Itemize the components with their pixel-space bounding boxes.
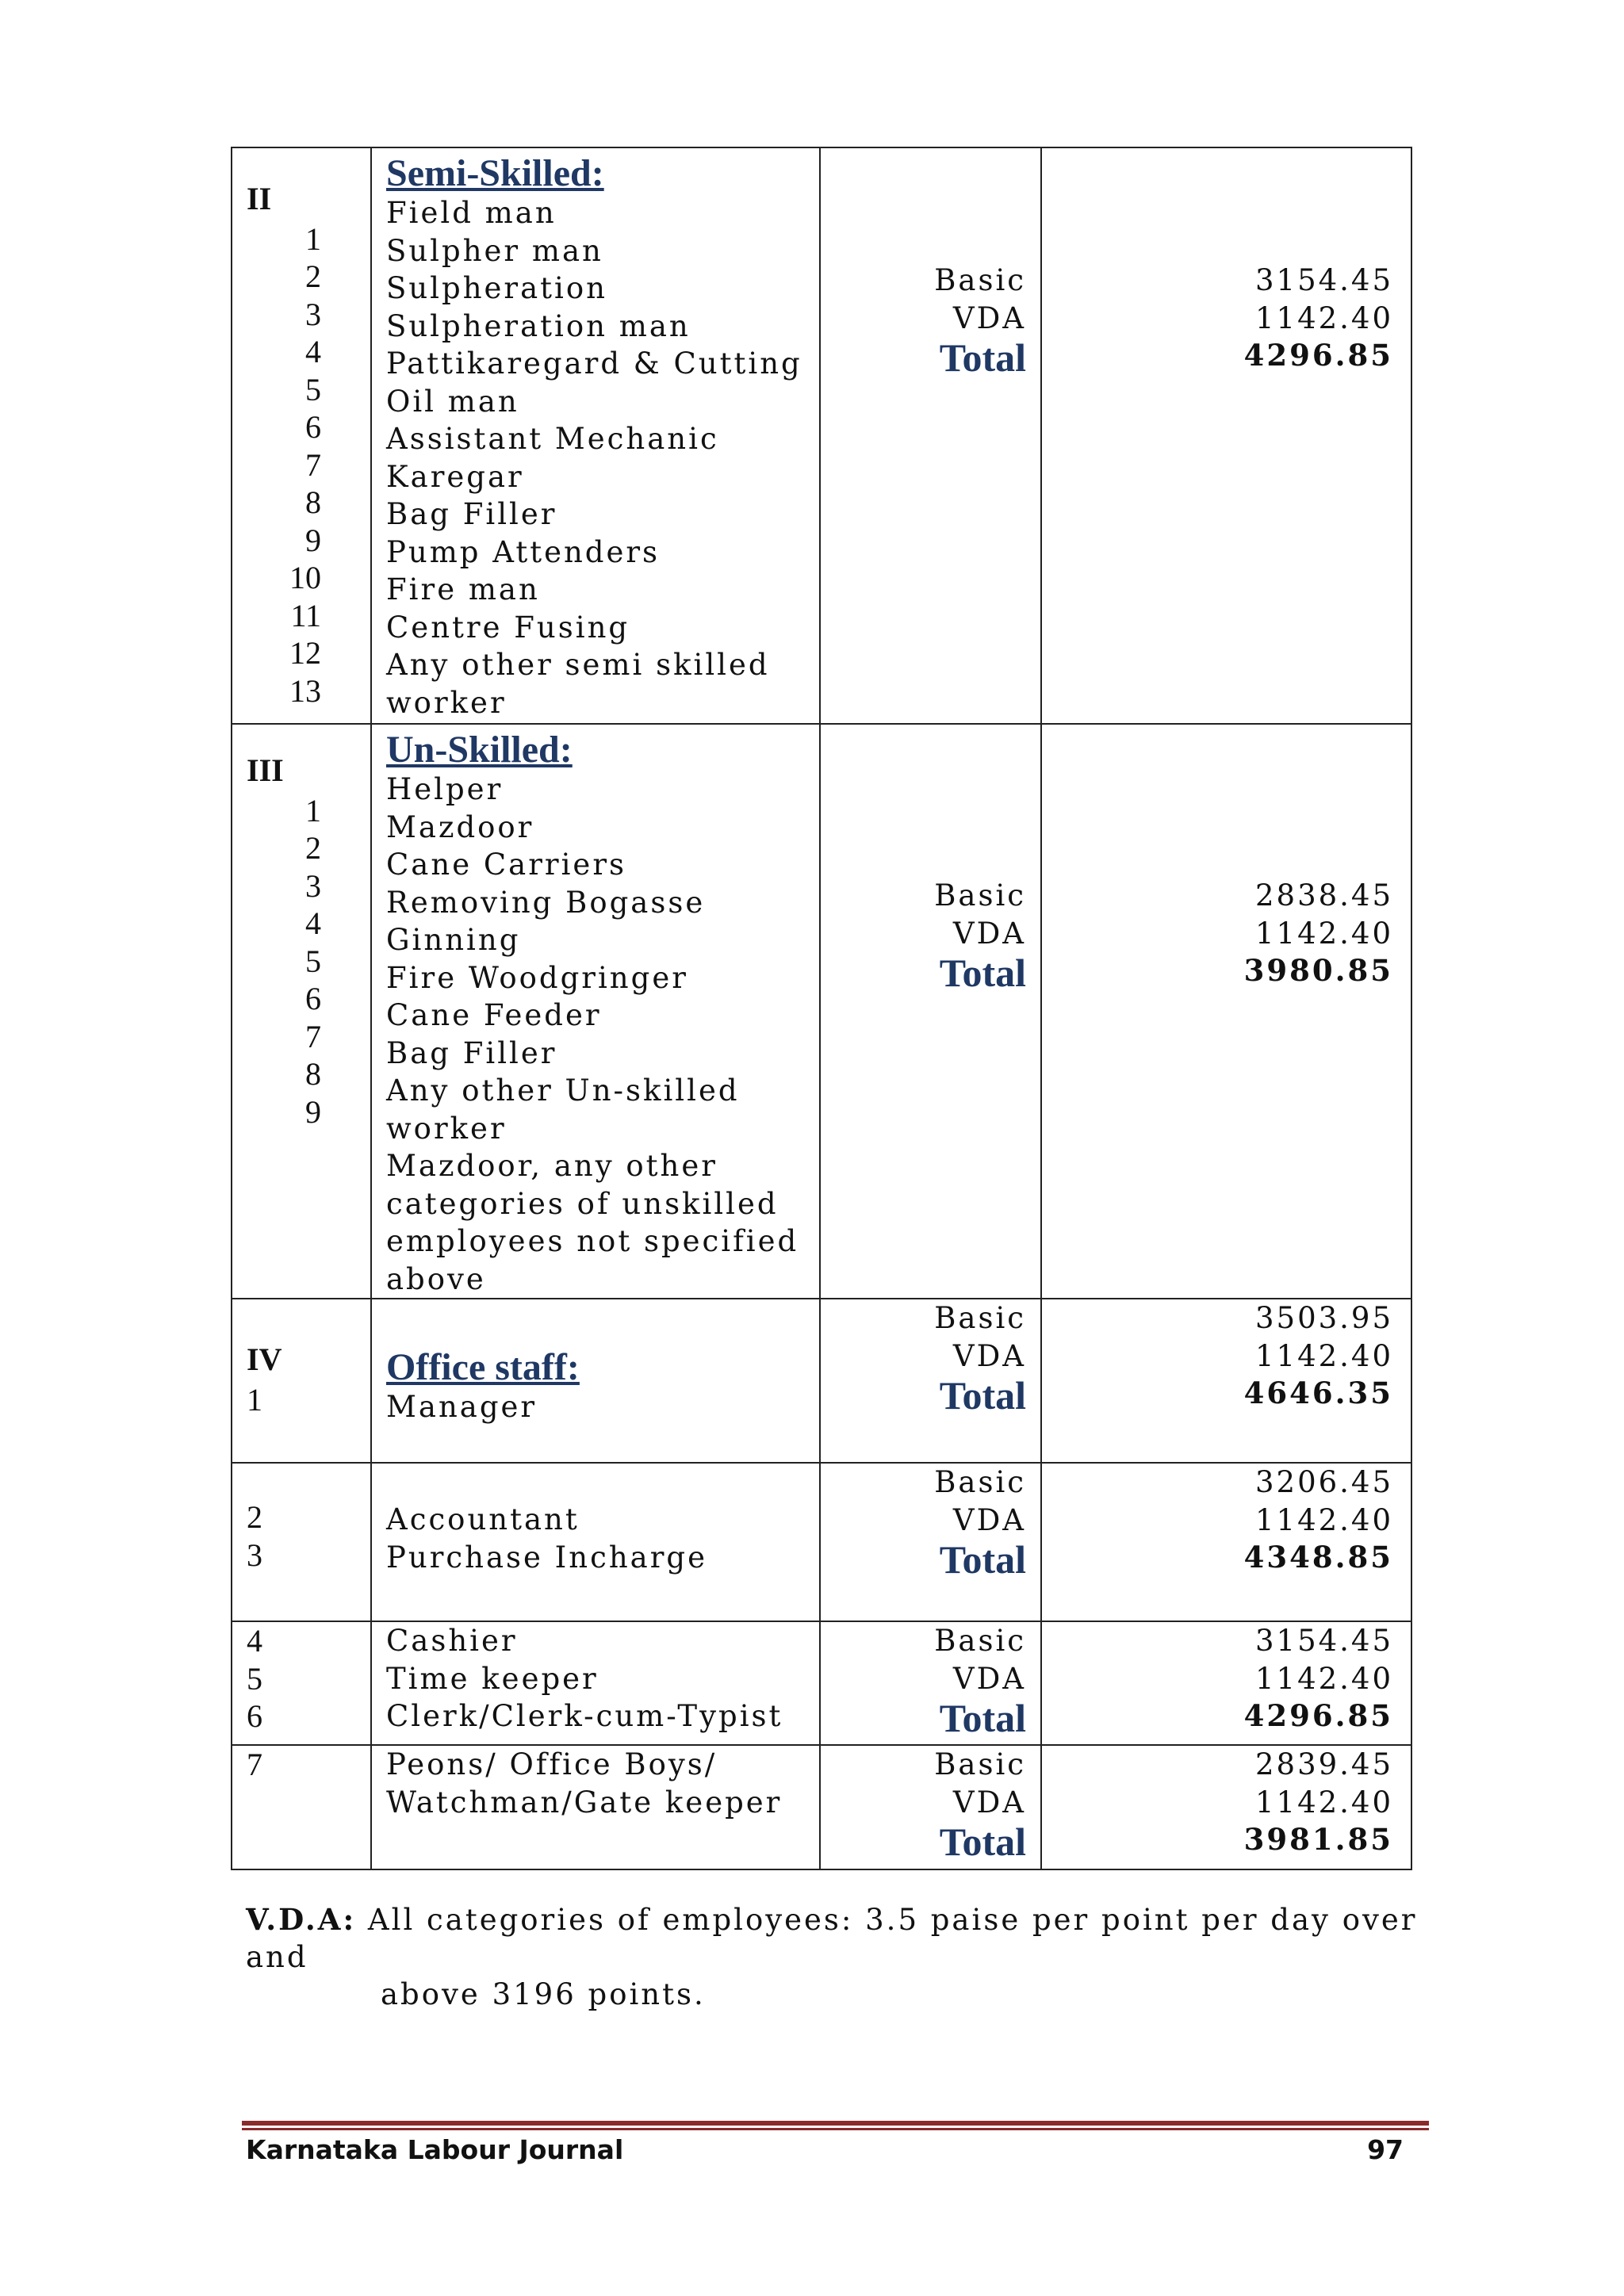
item-number: 6 xyxy=(305,409,321,445)
basic-label: Basic xyxy=(934,1301,1026,1335)
item-number: 13 xyxy=(289,672,321,709)
list-item: Clerk/Clerk-cum-Typist xyxy=(386,1699,783,1733)
list-item: worker xyxy=(386,685,507,720)
list-item: Ginning xyxy=(386,923,521,957)
item-number: 7 xyxy=(305,446,321,483)
section-numeral: III xyxy=(247,752,284,788)
list-item: Removing Bogasse xyxy=(386,885,706,920)
list-item: Any other Un-skilled xyxy=(386,1073,740,1108)
pay-value-cell xyxy=(1041,1299,1411,1463)
wage-table xyxy=(231,147,1412,1870)
vda-label: VDA xyxy=(952,1661,1026,1696)
list-item: above xyxy=(386,1261,486,1296)
vda-note-label: V.D.A: xyxy=(246,1902,357,1937)
pay-label-cell xyxy=(820,1621,1041,1745)
list-item: Sulpher man xyxy=(386,233,603,268)
total-label: Total xyxy=(939,951,1026,995)
list-item: Any other semi skilled xyxy=(386,648,770,682)
list-item: Helper xyxy=(386,772,504,806)
list-item: Cashier xyxy=(386,1624,518,1658)
list-item: Fire Woodgringer xyxy=(386,960,688,995)
basic-value: 3154.45 xyxy=(1254,263,1393,297)
list-item: Peons/ Office Boys/ xyxy=(386,1747,718,1781)
footer-rule-thin xyxy=(242,2128,1429,2130)
item-number: 2 xyxy=(305,258,321,294)
item-number: 8 xyxy=(305,1056,321,1092)
list-item: Purchase Incharge xyxy=(386,1540,707,1575)
vda-value: 1142.40 xyxy=(1254,1785,1393,1820)
table-row-cashier xyxy=(232,1621,1411,1745)
item-number: 6 xyxy=(305,981,321,1016)
basic-label: Basic xyxy=(934,263,1026,297)
total-label: Total xyxy=(939,335,1026,380)
pay-label-cell xyxy=(820,147,1041,724)
vda-label: VDA xyxy=(952,300,1026,335)
pay-value-cell xyxy=(1041,1463,1411,1621)
pay-value-cell xyxy=(1041,1621,1411,1745)
basic-label: Basic xyxy=(934,1747,1026,1781)
serial-cell xyxy=(232,147,371,724)
total-label: Total xyxy=(939,1820,1026,1864)
basic-label: Basic xyxy=(934,1624,1026,1658)
total-value: 4348.85 xyxy=(1243,1540,1393,1575)
footer-rule xyxy=(242,2121,1429,2126)
vda-value: 1142.40 xyxy=(1254,1338,1393,1373)
vda-note xyxy=(246,1901,1419,2013)
item-number: 1 xyxy=(305,792,321,828)
vda-label: VDA xyxy=(952,1502,1026,1537)
list-item: Cane Carriers xyxy=(386,848,627,882)
item-number: 5 xyxy=(305,371,321,408)
list-item: Time keeper xyxy=(386,1661,599,1696)
pay-label-cell xyxy=(820,1299,1041,1463)
vda-note-text-line1: All categories of employees: 3.5 paise per point per day over and xyxy=(246,1903,1418,1974)
list-item: Bag Filler xyxy=(386,497,557,531)
pay-label-cell xyxy=(820,1745,1041,1869)
basic-label: Basic xyxy=(934,878,1026,913)
list-item: Centre Fusing xyxy=(386,610,630,645)
total-label: Total xyxy=(939,1373,1026,1418)
item-number: 6 xyxy=(247,1698,262,1734)
item-number: 11 xyxy=(290,597,321,633)
item-number: 7 xyxy=(247,1747,262,1782)
list-item: Mazdoor, any other xyxy=(386,1149,718,1183)
item-number: 9 xyxy=(305,522,321,558)
section-numeral: IV xyxy=(247,1341,282,1377)
category-cell xyxy=(371,1463,820,1621)
serial-cell xyxy=(232,1299,371,1463)
list-item: categories of unskilled xyxy=(386,1186,779,1221)
list-item: Bag Filler xyxy=(386,1035,557,1070)
item-number: 12 xyxy=(289,635,321,671)
item-number: 1 xyxy=(247,1381,262,1418)
item-number: 4 xyxy=(305,334,321,369)
item-number: 1 xyxy=(305,220,321,257)
item-number: 5 xyxy=(305,943,321,979)
pay-value-cell xyxy=(1041,147,1411,724)
serial-cell xyxy=(232,1745,371,1869)
item-number: 4 xyxy=(247,1623,262,1659)
item-number: 10 xyxy=(289,560,321,595)
vda-value: 1142.40 xyxy=(1254,1661,1393,1696)
section-heading: Office staff: xyxy=(386,1346,580,1388)
total-value: 3981.85 xyxy=(1243,1822,1393,1857)
pay-label-cell xyxy=(820,1463,1041,1621)
list-item: Oil man xyxy=(386,384,519,419)
section-heading: Un-Skilled: xyxy=(386,729,573,771)
total-label: Total xyxy=(939,1537,1026,1582)
item-number: 9 xyxy=(305,1093,321,1130)
list-item: Pump Attenders xyxy=(386,534,661,569)
list-item: Mazdoor xyxy=(386,809,534,844)
section-numeral: II xyxy=(247,181,272,216)
serial-cell xyxy=(232,1463,371,1621)
vda-value: 1142.40 xyxy=(1254,300,1393,335)
category-cell xyxy=(371,1745,820,1869)
list-item: employees not specified xyxy=(386,1224,799,1258)
vda-label: VDA xyxy=(952,1338,1026,1373)
section-heading: Semi-Skilled: xyxy=(386,152,604,194)
vda-value: 1142.40 xyxy=(1254,916,1393,951)
list-item: worker xyxy=(386,1111,507,1146)
list-item: Sulpheration xyxy=(386,271,607,305)
item-number: 2 xyxy=(247,1499,262,1535)
serial-cell xyxy=(232,724,371,1299)
list-item: Manager xyxy=(386,1390,538,1424)
pay-value-cell xyxy=(1041,724,1411,1299)
basic-value: 3503.95 xyxy=(1254,1301,1393,1335)
category-cell xyxy=(371,1299,820,1463)
list-item: Watchman/Gate keeper xyxy=(386,1785,783,1820)
item-number: 5 xyxy=(247,1660,262,1697)
item-number: 2 xyxy=(305,830,321,866)
table-row-peons xyxy=(232,1745,1411,1869)
item-number: 4 xyxy=(305,905,321,941)
basic-value: 3154.45 xyxy=(1254,1624,1393,1658)
table-row-accountant xyxy=(232,1463,1411,1621)
item-number: 7 xyxy=(305,1018,321,1054)
vda-value: 1142.40 xyxy=(1254,1502,1393,1537)
table-row-office-staff xyxy=(232,1299,1411,1463)
table-row-un-skilled xyxy=(232,724,1411,1299)
list-item: Pattikaregard & Cutting xyxy=(386,346,802,381)
basic-value: 2838.45 xyxy=(1254,878,1393,913)
basic-value: 2839.45 xyxy=(1254,1747,1393,1781)
vda-label: VDA xyxy=(952,1785,1026,1820)
page-number: 97 xyxy=(1367,2134,1404,2165)
journal-name: Karnataka Labour Journal xyxy=(246,2134,624,2165)
pay-value-cell xyxy=(1041,1745,1411,1869)
list-item: Karegar xyxy=(386,459,524,494)
vda-label: VDA xyxy=(952,916,1026,951)
item-number: 3 xyxy=(305,296,321,332)
total-value: 3980.85 xyxy=(1243,953,1393,988)
basic-value: 3206.45 xyxy=(1254,1465,1393,1499)
total-value: 4646.35 xyxy=(1243,1376,1393,1410)
pay-label-cell xyxy=(820,724,1041,1299)
serial-cell xyxy=(232,1621,371,1745)
item-number: 8 xyxy=(305,484,321,520)
item-number: 3 xyxy=(247,1536,262,1573)
list-item: Cane Feeder xyxy=(386,998,602,1032)
basic-label: Basic xyxy=(934,1465,1026,1499)
list-item: Assistant Mechanic xyxy=(386,422,719,456)
list-item: Accountant xyxy=(386,1502,580,1536)
category-cell xyxy=(371,147,820,724)
total-value: 4296.85 xyxy=(1243,338,1393,373)
category-cell xyxy=(371,724,820,1299)
list-item: Field man xyxy=(386,196,557,230)
item-number: 3 xyxy=(305,867,321,904)
list-item: Fire man xyxy=(386,572,540,607)
total-label: Total xyxy=(939,1696,1026,1740)
vda-note-text-line2: above 3196 points. xyxy=(381,1977,706,2011)
list-item: Sulpheration man xyxy=(386,308,691,343)
total-value: 4296.85 xyxy=(1243,1698,1393,1733)
table-row-semi-skilled xyxy=(232,147,1411,724)
category-cell xyxy=(371,1621,820,1745)
